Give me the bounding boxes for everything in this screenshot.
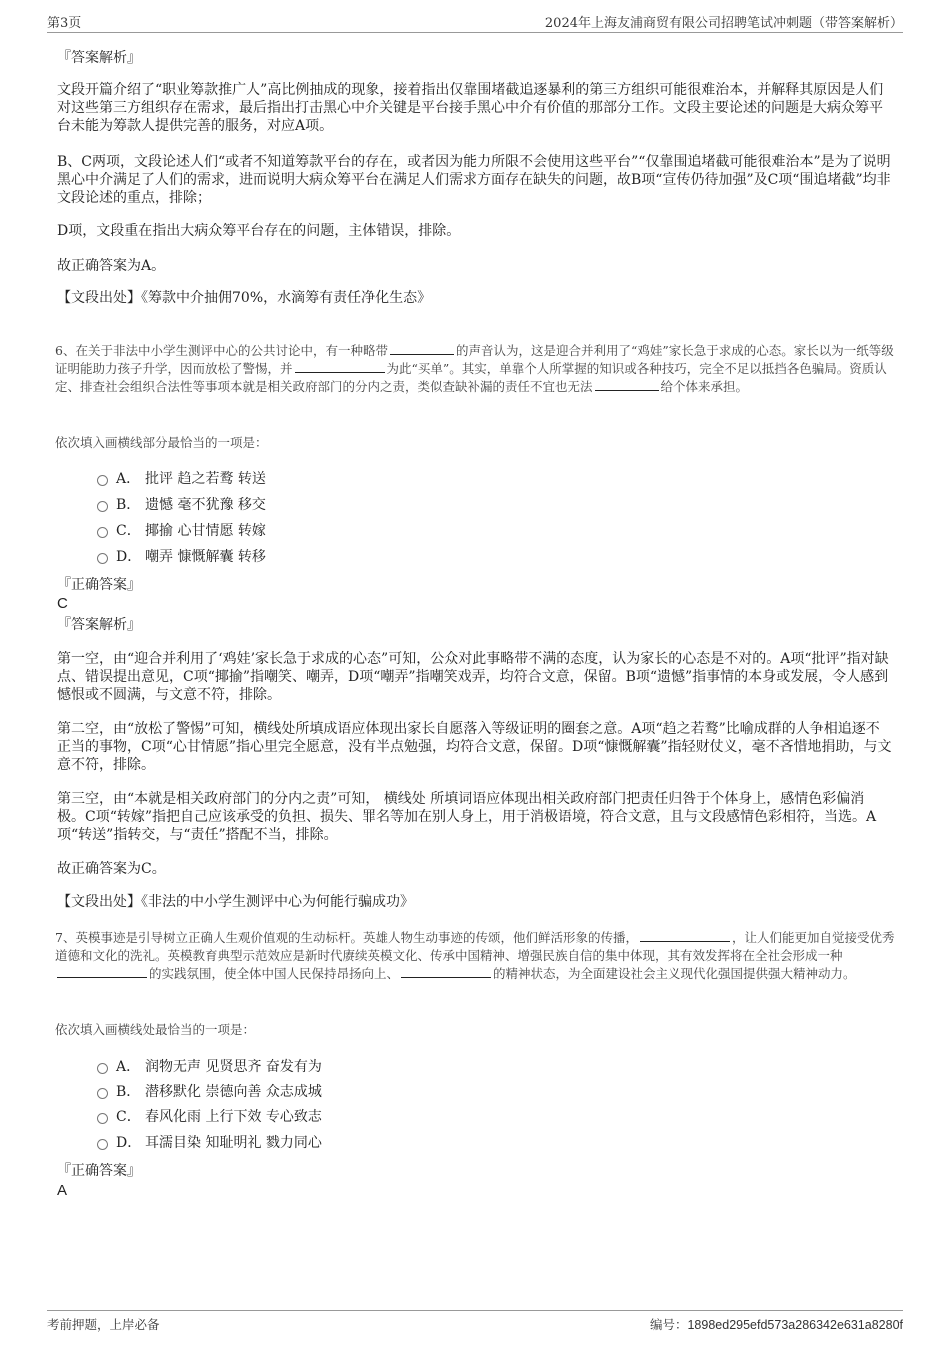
- radio-icon[interactable]: [97, 475, 108, 486]
- q6-correct-answer: C: [57, 595, 68, 612]
- footer-slogan: 考前押题，上岸必备: [47, 1317, 160, 1332]
- q7-blank-1: [640, 930, 730, 942]
- page-header: [47, 12, 903, 33]
- document-code-label: 编号：: [649, 1317, 688, 1332]
- prev-conclusion: 故正确答案为A。: [57, 258, 166, 274]
- prev-analysis-para-2: B、C两项，文段论述人们“或者不知道筹款平台的存在，或者因为能力所限不会使用这些平台”“仅靠围追堵截可能很难治本”是为了说明黑心中介满足了人们的需求，进而说明大病众筹平台在满足人们需求方面存在缺失的问题，故B项“宣传仍待加强”及C项“围追堵截”均非文段论述的重点，排除；: [57, 154, 891, 206]
- q6-source: 【文段出处】《非法的中小学生测评中心为何能行骗成功》: [57, 894, 414, 910]
- prev-analysis-para-3: D项，文段重在指出大病众筹平台存在的问题，主体错误，排除。: [57, 223, 461, 239]
- radio-icon[interactable]: [97, 1063, 108, 1074]
- q7-stem-part-4: 的精神状态，为全面建设社会主义现代化强国提供强大精神动力。: [493, 966, 856, 981]
- q7-stem-part-1: 7、英模事迹是引导树立正确人生观价值观的生动标杆。英雄人物生动事迹的传颂，他们鲜活形象的传播，: [55, 930, 638, 945]
- q6-blank-3: [595, 379, 659, 391]
- q7-blank-2: [57, 966, 147, 978]
- radio-icon[interactable]: [97, 553, 108, 564]
- q7-prompt: 依次填入画横线处最恰当的一项是：: [55, 1022, 256, 1037]
- q6-conclusion: 故正确答案为C。: [57, 861, 166, 877]
- radio-icon[interactable]: [97, 501, 108, 512]
- q6-blank-1: [390, 343, 454, 355]
- radio-icon[interactable]: [97, 1088, 108, 1099]
- page-number: 第3页: [47, 16, 82, 31]
- radio-icon[interactable]: [97, 1139, 108, 1150]
- document-code: [650, 1315, 903, 1333]
- prev-analysis-para-1: 文段开篇介绍了“职业筹款推广人”高比例抽成的现象，接着指出仅靠围堵截追逐暴利的第三方组织可能很难治本，并解释其原因是人们对这些第三方组织存在需求，最后指出打击黑心中介关键是平台接手黑心中介有价值的那部分工作。文段主要论述的问题是大病众筹平台未能为筹款人提供完善的服务，对应A项。: [57, 82, 884, 134]
- q6-correct-label: 『正确答案』: [57, 577, 141, 593]
- q6-analysis-para-1: 第一空，由“迎合并利用了‘鸡娃’家长急于求成的心态”可知，公众对此事略带不满的态度，认为家长的心态是不对的。A项“批评”指对缺点、错误提出意见，C项“揶揄”指嘲笑、嘲弄，D项“嘲弄”指嘲笑戏弄，均符合文意，保留。B项“遗憾”指事情的本身或发展，令人感到憾恨或不圆满，与文意不符，排除。: [57, 651, 889, 703]
- q6-analysis-label: 『答案解析』: [57, 617, 141, 633]
- document-code-value: 1898ed295efd573a286342e631a8280f: [687, 1318, 903, 1332]
- q7-stem-part-3: 的实践氛围，使全体中国人民保持昂扬向上、: [149, 966, 400, 981]
- q7-correct-answer: A: [57, 1182, 68, 1199]
- q7-correct-label: 『正确答案』: [57, 1163, 141, 1179]
- q6-prompt: 依次填入画横线部分最恰当的一项是：: [55, 435, 268, 450]
- document-title: 2024年上海友浦商贸有限公司招聘笔试冲刺题（带答案解析）: [544, 16, 903, 31]
- q6-blank-2: [295, 361, 385, 373]
- prev-source: 【文段出处】《筹款中介抽佣70%，水滴筹有责任净化生态》: [57, 290, 432, 306]
- q6-stem: [55, 342, 895, 396]
- page-footer: [47, 1310, 903, 1333]
- q7-blank-3: [401, 966, 491, 978]
- q7-stem: [55, 929, 895, 983]
- q6-stem-part-1: 6、在关于非法中小学生测评中心的公共讨论中，有一种略带: [55, 343, 388, 358]
- q6-stem-part-2: 的声音认为，这是迎合并利用了“鸡娃”家长急于求成的心态。家长以为一纸等级证明能助力孩子升学，因而放松了警惕，并: [55, 343, 894, 376]
- prev-analysis-label: 『答案解析』: [57, 50, 141, 66]
- radio-icon[interactable]: [97, 1113, 108, 1124]
- q6-stem-part-4: 给个体来承担。: [660, 379, 749, 394]
- q7-stem-part-2: ，让人们能更加自觉接受优秀道德和文化的洗礼。英模教育典型示范效应是新时代赓续英模文化、传承中国精神、增强民族自信的集中体现，其有效发挥将在全社会形成一种: [55, 930, 895, 963]
- q6-stem-part-3: 为此“买单”。其实，单靠个人所掌握的知识或各种技巧，完全不足以抵挡各色骗局。资质认定、排查社会组织合法性等事项本就是相关政府部门的分内之责，类似查缺补漏的责任不宜也无法: [55, 361, 887, 394]
- radio-icon[interactable]: [97, 527, 108, 538]
- q6-analysis-para-3: 第三空，由“本就是相关政府部门的分内之责”可知， 横线处 所填词语应体现出相关政府部门把责任归咎于个体身上，感情色彩偏消极。C项“转嫁”指把自己应该承受的负担、损失、罪名等加在别人身上，用于消极语境，符合文意，且与文段感情色彩相符，当选。A项“转送”指转交，与“责任”搭配不当，排除。: [57, 791, 877, 843]
- q6-analysis-para-2: 第二空，由“放松了警惕”可知，横线处所填成语应体现出家长自愿落入等级证明的圈套之意。A项“趋之若鹜”比喻成群的人争相追逐不正当的事物，C项“心甘情愿”指心里完全愿意，没有半点勉强，均符合文意，保留。D项“慷慨解囊”指轻财仗义，毫不吝惜地捐助，与文意不符，排除。: [57, 721, 892, 773]
